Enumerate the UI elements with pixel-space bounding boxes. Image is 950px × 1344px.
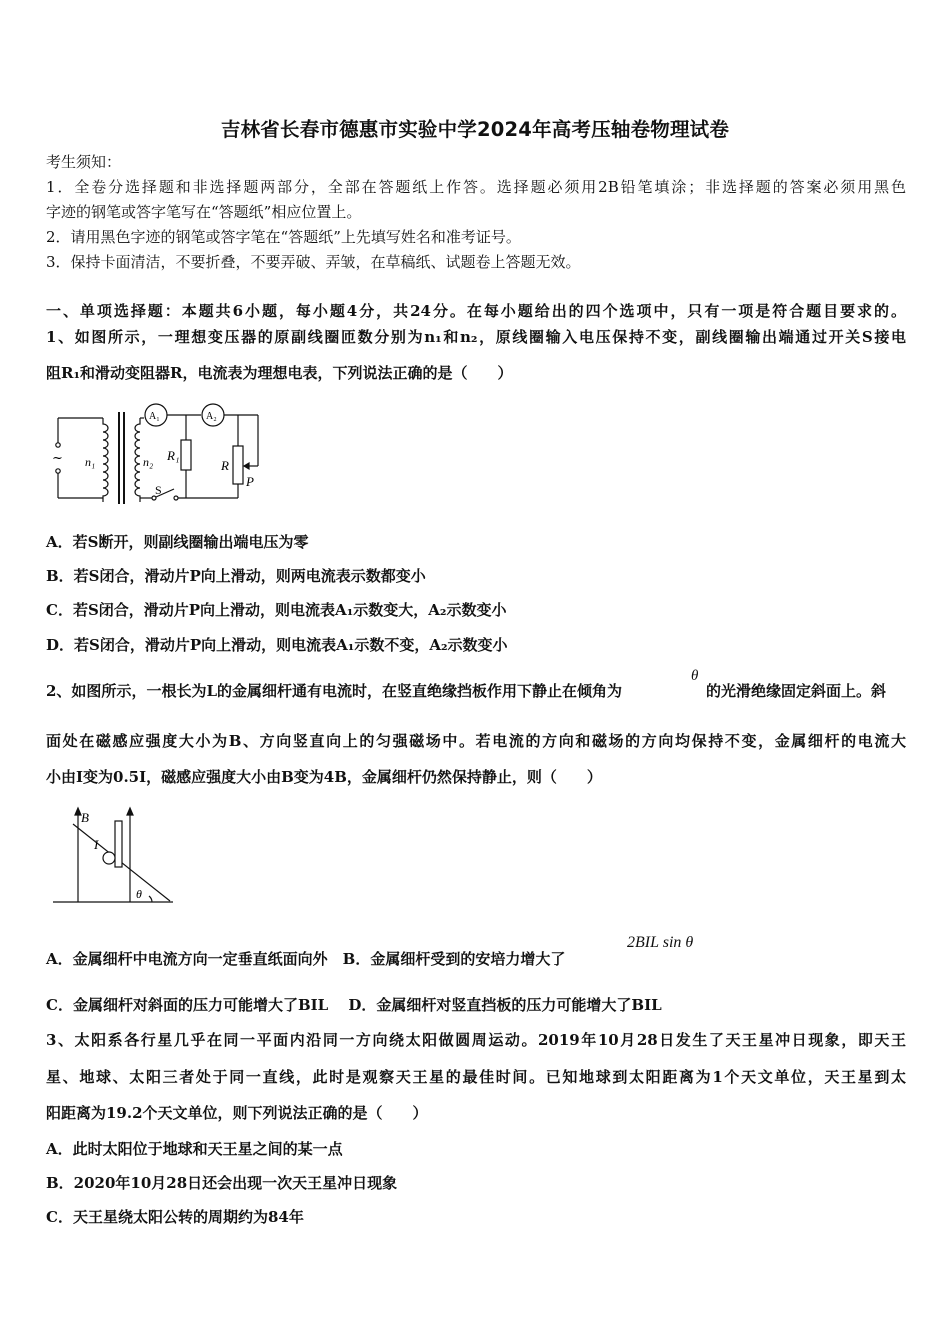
label-switch-s: S: [155, 483, 162, 497]
q1-stem-line1: 1、如图所示，一理想变压器的原副线圈匝数分别为n₁和n₂，原线圈输入电压保持不变，副线圈输出端通过开关S接电: [46, 328, 906, 346]
incline-rod-figure: [48, 806, 178, 906]
label-n2: n₂: [143, 455, 154, 469]
q2-stem-line3: 小由I变为0.5I，磁感应强度大小由B变为4B，金属细杆仍然保持静止，则（ ）: [46, 768, 602, 786]
q2-stem-line2: 面处在磁感应强度大小为B、方向竖直向上的匀强磁场中。若电流的方向和磁场的方向均保持不变，金属细杆的电流大: [46, 732, 906, 750]
q2-formula-b: 2BIL sin θ: [627, 934, 694, 951]
q3-stem-line2: 星、地球、太阳三者处于同一直线，此时是观察天王星的最佳时间。已知地球到太阳距离为1个天文单位，天王星到太: [46, 1068, 906, 1086]
q1-option-d: D．若S闭合，滑动片P向上滑动，则电流表A₁示数不变，A₂示数变小: [46, 636, 508, 654]
notice-item-1: 1．全卷分选择题和非选择题两部分，全部在答题纸上作答。选择题必须用2B铅笔填涂；非选择题的答案必须用黑色: [46, 178, 906, 196]
transformer-circuit-figure: [48, 398, 278, 510]
q1-option-a: A．若S断开，则副线圈输出端电压为零: [46, 533, 309, 551]
q2-options-ab: A．金属细杆中电流方向一定垂直纸面向外 B．金属细杆受到的安培力增大了: [46, 950, 566, 968]
q3-option-b: B．2020年10月28日还会出现一次天王星冲日现象: [46, 1174, 398, 1192]
notice-item-1-cont: 字迹的钢笔或答字笔写在“答题纸”相应位置上。: [46, 203, 362, 221]
q1-option-b: B．若S闭合，滑动片P向上滑动，则两电流表示数都变小: [46, 567, 426, 585]
label-a2: A₂: [206, 411, 217, 422]
label-slider-p: P: [246, 474, 254, 489]
q2-theta-symbol: θ: [691, 668, 699, 684]
q1-stem-line2: 阻R₁和滑动变阻器R，电流表为理想电表，下列说法正确的是（ ）: [46, 364, 513, 382]
label-r: R: [221, 458, 229, 473]
label-theta-angle: θ: [136, 887, 142, 901]
page-title: 吉林省长春市德惠市实验中学2024年高考压轴卷物理试卷: [220, 118, 730, 141]
q2-stem-line1a: 2、如图所示，一根长为L的金属细杆通有电流时，在竖直绝缘挡板作用下静止在倾角为: [46, 682, 622, 700]
q3-stem-line1: 3、太阳系各行星几乎在同一平面内沿同一方向绕太阳做圆周运动。2019年10月28日发生了天王星冲日现象，即天王: [46, 1031, 906, 1049]
q1-option-c: C．若S闭合，滑动片P向上滑动，则电流表A₁示数变大，A₂示数变小: [46, 601, 507, 619]
notice-item-2: 2．请用黑色字迹的钢笔或答字笔在“答题纸”上先填写姓名和准考证号。: [46, 228, 521, 246]
notice-item-3: 3．保持卡面清洁，不要折叠，不要弄破、弄皱，在草稿纸、试题卷上答题无效。: [46, 253, 581, 271]
label-a1: A₁: [149, 411, 160, 422]
section-heading: 一、单项选择题：本题共6小题，每小题4分，共24分。在每小题给出的四个选项中，只有一项是符合题目要求的。: [46, 302, 906, 320]
label-r1: R₁: [167, 448, 180, 463]
q3-option-c: C．天王星绕太阳公转的周期约为84年: [46, 1208, 304, 1226]
label-n1: n₁: [85, 455, 96, 469]
label-current-i: I: [94, 837, 99, 852]
q2-stem-line1b: 的光滑绝缘固定斜面上。斜: [706, 682, 887, 700]
q3-option-a: A．此时太阳位于地球和天王星之间的某一点: [46, 1140, 343, 1158]
q2-options-cd: C．金属细杆对斜面的压力可能增大了BIL D．金属细杆对竖直挡板的压力可能增大了BIL: [46, 996, 662, 1014]
ac-source-symbol: ~: [52, 451, 63, 466]
label-b-field: B: [81, 810, 89, 825]
q3-stem-line3: 阳距离为19.2个天文单位，则下列说法正确的是（ ）: [46, 1104, 428, 1122]
notice-heading: 考生须知：: [46, 153, 122, 171]
